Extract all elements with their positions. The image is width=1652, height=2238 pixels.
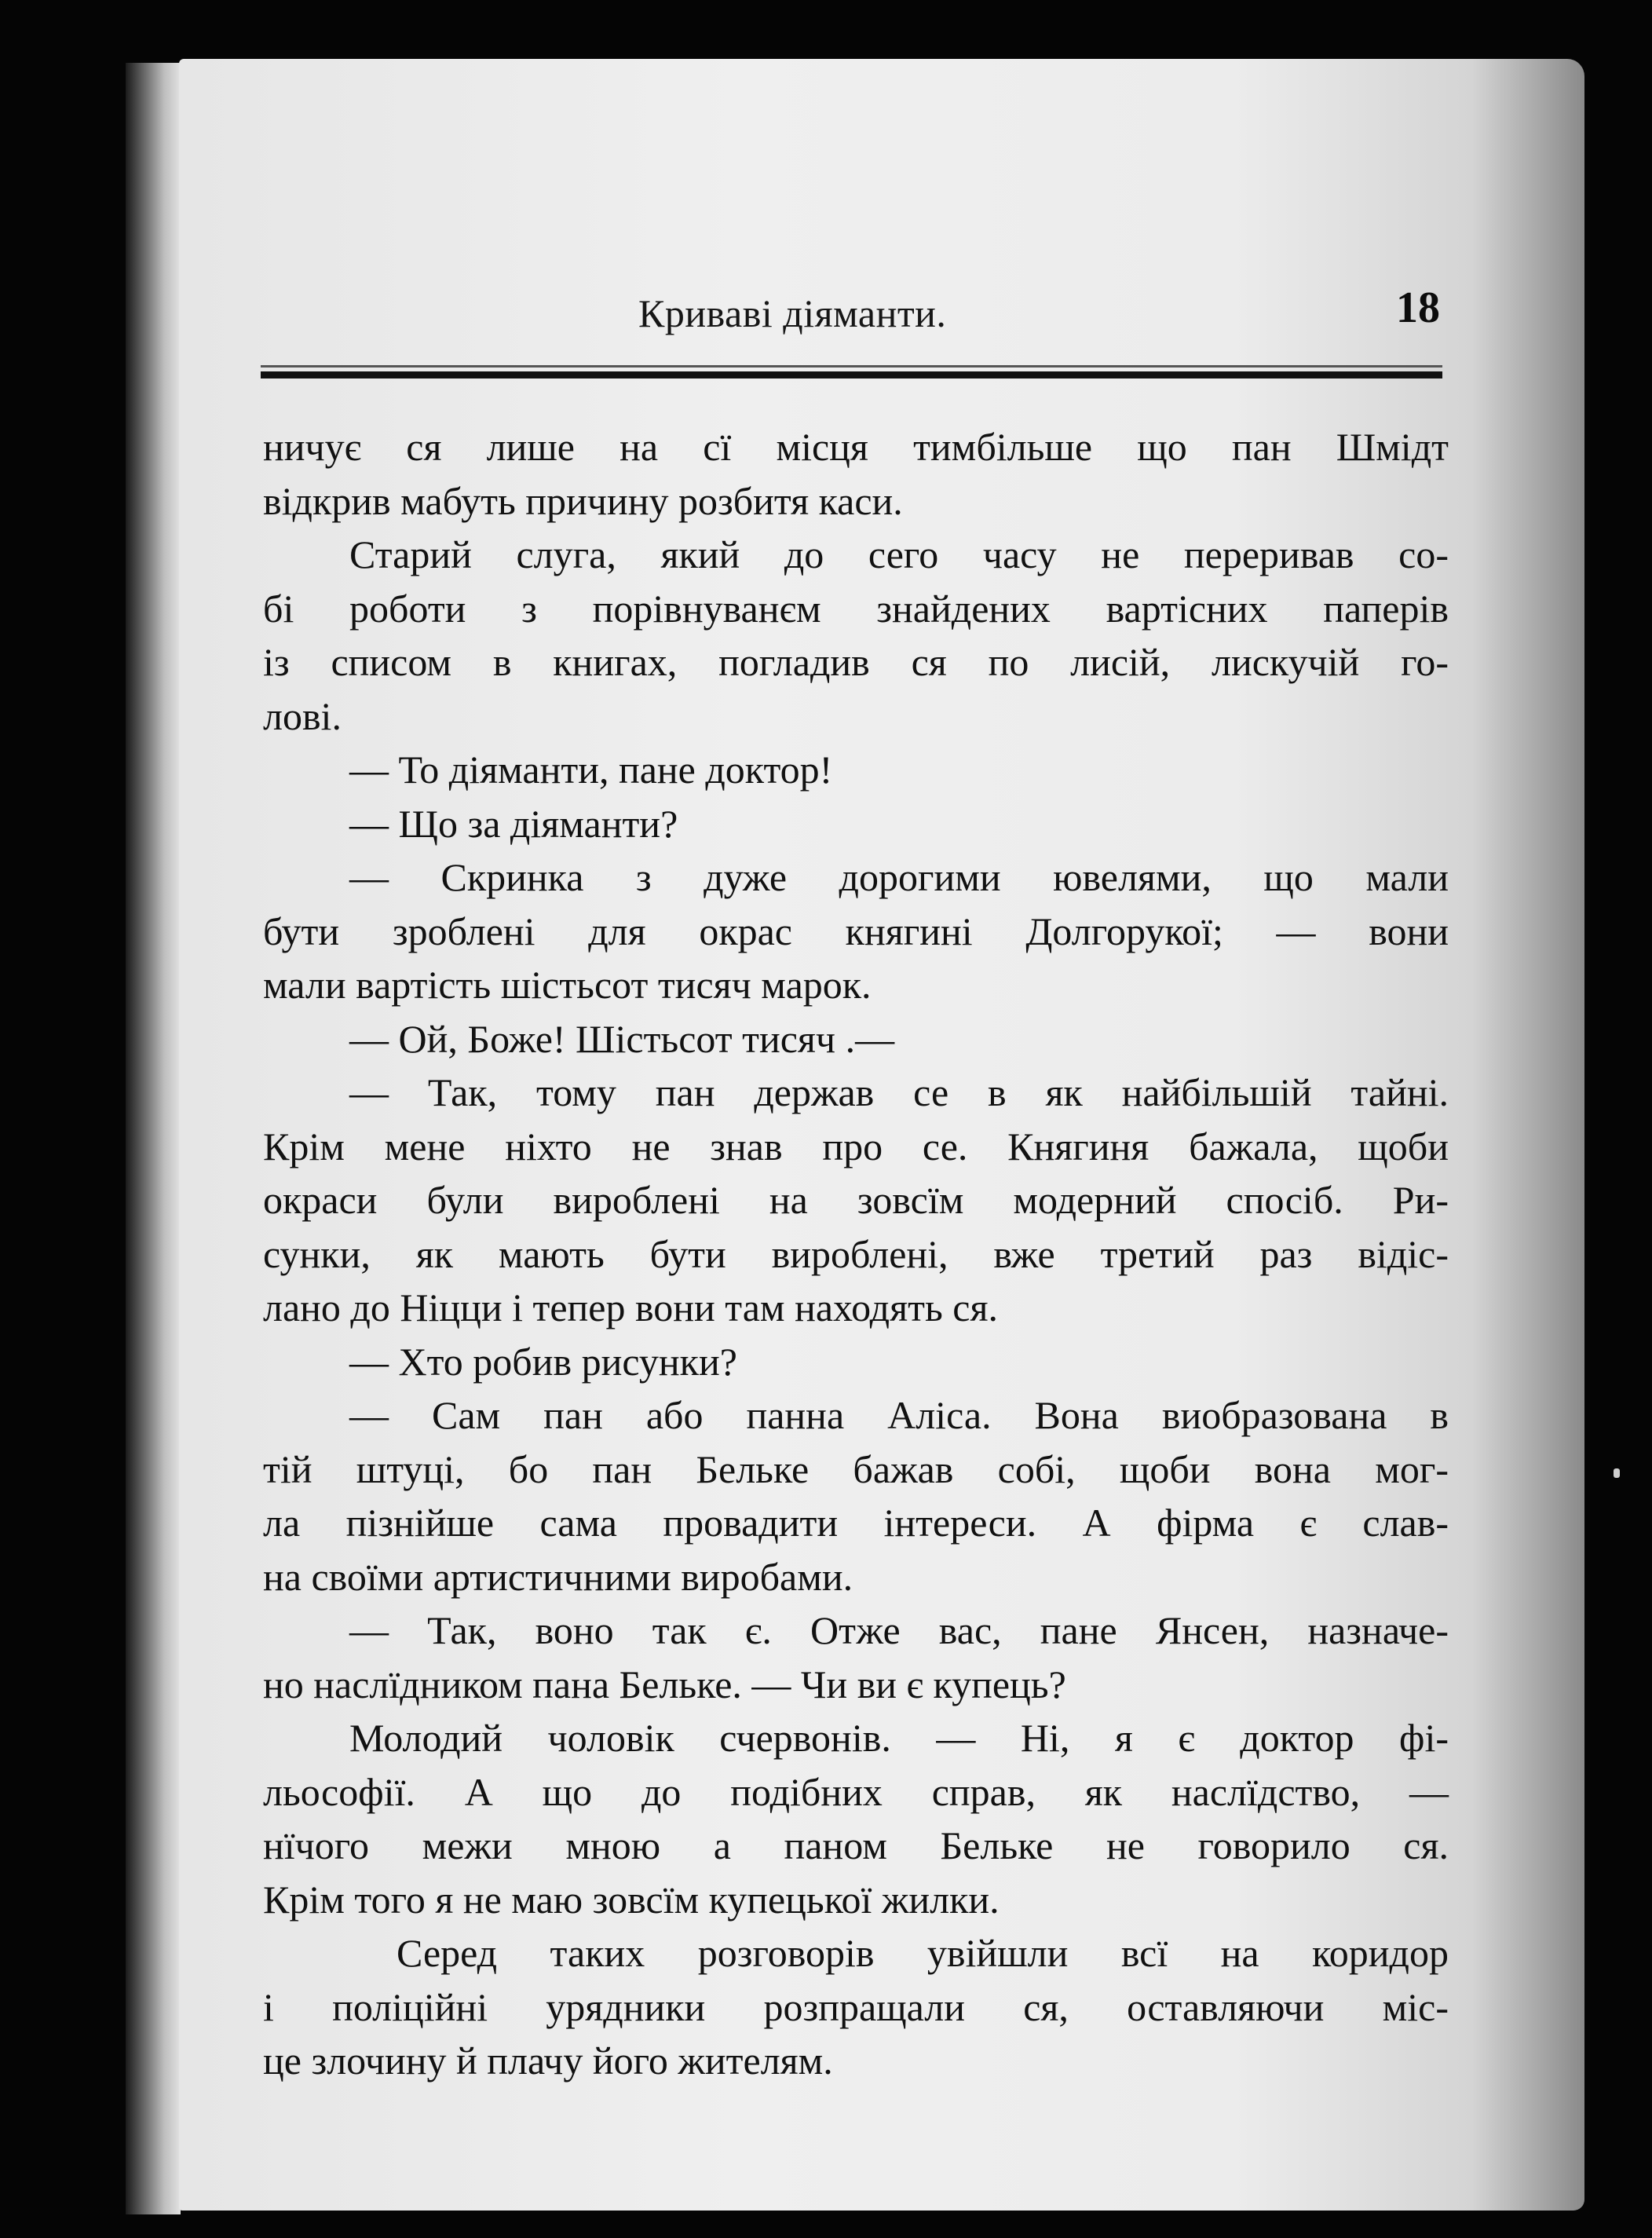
page-number: 18 (1396, 283, 1440, 332)
text-line: — Хто робив рисунки? (349, 1339, 737, 1384)
text-line: Старий слуга, який до сего часу не переривав со- (349, 532, 1449, 576)
text-line: Серед таких розговорів увійшли всї на коридор (397, 1931, 1449, 1975)
text-line: Крім того я не маю зовсїм купецької жилки. (263, 1877, 1000, 1922)
text-line: ничує ся лише на сї місця тимбільше що пан Шмідт (263, 425, 1449, 469)
header-rule (261, 371, 1442, 378)
header-rule-thin (261, 365, 1442, 368)
text-line: відкрив мабуть причину розбитя каси. (263, 478, 903, 523)
text-line: сунки, як мають бути вироблені, вже третий раз відіс- (263, 1231, 1449, 1276)
text-line: льософії. А що до подібних справ, як наслїдство, — (263, 1769, 1449, 1814)
text-line: окраси були вироблені на зовсїм модерний спосіб. Ри- (263, 1178, 1449, 1222)
text-line: Крім мене ніхто не знав про се. Княгиня бажала, щоби (263, 1124, 1449, 1168)
text-line: бі роботи з порівнуванєм знайдених вартісних паперів (263, 586, 1449, 631)
text-line: — Що за діяманти? (349, 801, 678, 846)
text-line: — Сам пан або панна Аліса. Вона виобразована в (349, 1393, 1449, 1437)
text-line: Молодий чоловік счервонів. — Ні, я є доктор фі- (349, 1716, 1449, 1760)
running-title: Криваві діяманти. (638, 291, 947, 335)
text-line: — Ой, Боже! Шістьсот тисяч .— (349, 1016, 895, 1061)
body-text (263, 420, 1449, 2088)
text-line: нїчого межи мною а паном Бельке не говорило ся. (263, 1823, 1449, 1867)
text-line: це злочину й плачу його жителям. (263, 2039, 833, 2083)
text-line: — То діяманти, пане доктор! (349, 748, 833, 792)
text-line: но наслїдником пана Бельке. — Чи ви є купець? (263, 1662, 1066, 1706)
text-line: лові. (263, 693, 342, 738)
text-line: лано до Ніцци і тепер вони там находять ся. (263, 1285, 998, 1329)
scan-speck (1614, 1468, 1620, 1478)
text-line: бути зроблені для окрас княгині Долгорукої; — вони (263, 909, 1449, 953)
text-line: тій штуці, бо пан Бельке бажав собі, щоби вона мог- (263, 1446, 1449, 1491)
text-line: — Скринка з дуже дорогими ювелями, що мали (349, 855, 1449, 899)
text-line: — Так, тому пан держав се в як найбільшій тайні. (349, 1070, 1449, 1114)
text-line: на своїми артистичними виробами. (263, 1554, 853, 1599)
text-line: ла пізнійше сама провадити інтереси. А фірма є слав- (263, 1501, 1449, 1545)
text-line: мали вартість шістьсот тисяч марок. (263, 963, 872, 1007)
text-line: і поліційні урядники розпращали ся, оставляючи міс- (263, 1984, 1449, 2029)
text-line: — Так, воно так є. Отже вас, пане Янсен, назначе- (349, 1608, 1449, 1652)
text-line: із списом в книгах, погладив ся по лисій, лискучій го- (263, 640, 1449, 684)
